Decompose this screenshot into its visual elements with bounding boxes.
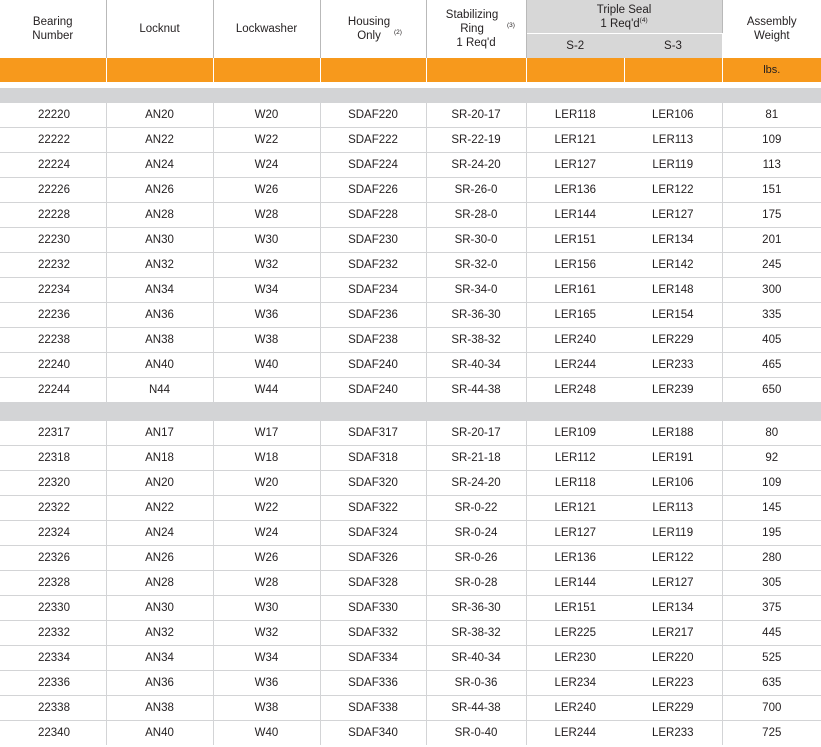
cell-seal-s3: LER188: [624, 421, 722, 446]
cell-stabilizing-ring: SR-24-20: [426, 153, 526, 178]
cell-bearing-number: 22228: [0, 203, 106, 228]
cell-stabilizing-ring: SR-44-38: [426, 696, 526, 721]
cell-housing: SDAF317: [320, 421, 426, 446]
group-222-rows: [0, 103, 821, 403]
header-locknut: Locknut: [106, 0, 213, 58]
cell-stabilizing-ring: SR-40-34: [426, 646, 526, 671]
cell-bearing-number: 22238: [0, 328, 106, 353]
cell-lockwasher: W20: [213, 471, 320, 496]
cell-housing: SDAF320: [320, 471, 426, 496]
cell-locknut: AN32: [106, 621, 213, 646]
cell-stabilizing-ring: SR-20-17: [426, 103, 526, 128]
cell-locknut: AN36: [106, 303, 213, 328]
cell-bearing-number: 22340: [0, 721, 106, 746]
cell-assembly-weight: 700: [722, 696, 821, 721]
cell-locknut: AN40: [106, 353, 213, 378]
cell-housing: SDAF236: [320, 303, 426, 328]
cell-housing: SDAF230: [320, 228, 426, 253]
cell-seal-s2: LER127: [526, 153, 624, 178]
cell-housing: SDAF328: [320, 571, 426, 596]
cell-housing: SDAF228: [320, 203, 426, 228]
cell-seal-s3: LER106: [624, 103, 722, 128]
cell-seal-s3: LER122: [624, 546, 722, 571]
table-row: [0, 228, 821, 253]
cell-assembly-weight: 635: [722, 671, 821, 696]
cell-bearing-number: 22232: [0, 253, 106, 278]
cell-seal-s3: LER113: [624, 496, 722, 521]
cell-lockwasher: W38: [213, 696, 320, 721]
cell-locknut: AN28: [106, 203, 213, 228]
table-row: [0, 646, 821, 671]
cell-locknut: AN24: [106, 521, 213, 546]
cell-stabilizing-ring: SR-38-32: [426, 621, 526, 646]
cell-stabilizing-ring: SR-34-0: [426, 278, 526, 303]
cell-assembly-weight: 109: [722, 471, 821, 496]
cell-seal-s2: LER118: [526, 103, 624, 128]
cell-seal-s3: LER119: [624, 153, 722, 178]
cell-seal-s2: LER156: [526, 253, 624, 278]
cell-assembly-weight: 151: [722, 178, 821, 203]
cell-stabilizing-ring: SR-0-36: [426, 671, 526, 696]
table-row: [0, 103, 821, 128]
table-row: [0, 721, 821, 746]
cell-seal-s3: LER229: [624, 328, 722, 353]
cell-bearing-number: 22332: [0, 621, 106, 646]
table-row: [0, 203, 821, 228]
cell-locknut: AN30: [106, 596, 213, 621]
cell-locknut: AN40: [106, 721, 213, 746]
table-row: [0, 128, 821, 153]
cell-stabilizing-ring: SR-44-38: [426, 378, 526, 403]
cell-bearing-number: 22320: [0, 471, 106, 496]
cell-stabilizing-ring: SR-0-40: [426, 721, 526, 746]
cell-lockwasher: W30: [213, 228, 320, 253]
cell-housing: SDAF334: [320, 646, 426, 671]
cell-lockwasher: W22: [213, 128, 320, 153]
cell-housing: SDAF322: [320, 496, 426, 521]
cell-lockwasher: W26: [213, 546, 320, 571]
group-divider-222: [0, 88, 821, 103]
cell-bearing-number: 22326: [0, 546, 106, 571]
cell-stabilizing-ring: SR-0-22: [426, 496, 526, 521]
cell-lockwasher: W20: [213, 103, 320, 128]
table-row: [0, 153, 821, 178]
table-row: [0, 303, 821, 328]
cell-stabilizing-ring: SR-28-0: [426, 203, 526, 228]
cell-assembly-weight: 145: [722, 496, 821, 521]
cell-seal-s2: LER109: [526, 421, 624, 446]
cell-seal-s3: LER122: [624, 178, 722, 203]
cell-locknut: AN36: [106, 671, 213, 696]
cell-stabilizing-ring: SR-36-30: [426, 596, 526, 621]
cell-housing: SDAF324: [320, 521, 426, 546]
table-row: [0, 521, 821, 546]
cell-lockwasher: W36: [213, 303, 320, 328]
table-row: [0, 596, 821, 621]
table-row: [0, 446, 821, 471]
cell-seal-s2: LER127: [526, 521, 624, 546]
cell-bearing-number: 22230: [0, 228, 106, 253]
cell-stabilizing-ring: SR-38-32: [426, 328, 526, 353]
cell-stabilizing-ring: SR-26-0: [426, 178, 526, 203]
cell-assembly-weight: 175: [722, 203, 821, 228]
table-row: [0, 278, 821, 303]
cell-housing: SDAF224: [320, 153, 426, 178]
cell-seal-s3: LER134: [624, 228, 722, 253]
cell-bearing-number: 22224: [0, 153, 106, 178]
cell-seal-s3: LER127: [624, 571, 722, 596]
cell-seal-s3: LER233: [624, 353, 722, 378]
cell-seal-s2: LER118: [526, 471, 624, 496]
cell-seal-s3: LER239: [624, 378, 722, 403]
table-row: [0, 421, 821, 446]
cell-housing: SDAF220: [320, 103, 426, 128]
group-223-rows: [0, 421, 821, 745]
cell-stabilizing-ring: SR-40-34: [426, 353, 526, 378]
table-row: [0, 178, 821, 203]
cell-housing: SDAF336: [320, 671, 426, 696]
header-s3: S-3: [624, 34, 722, 58]
cell-assembly-weight: 375: [722, 596, 821, 621]
cell-seal-s2: LER136: [526, 546, 624, 571]
cell-seal-s3: LER223: [624, 671, 722, 696]
cell-seal-s3: LER220: [624, 646, 722, 671]
cell-seal-s3: LER229: [624, 696, 722, 721]
cell-seal-s3: LER134: [624, 596, 722, 621]
cell-locknut: N44: [106, 378, 213, 403]
cell-locknut: AN28: [106, 571, 213, 596]
cell-locknut: AN24: [106, 153, 213, 178]
cell-assembly-weight: 245: [722, 253, 821, 278]
cell-locknut: AN26: [106, 178, 213, 203]
header-assembly-weight: Assembly Weight: [722, 0, 821, 58]
cell-locknut: AN38: [106, 696, 213, 721]
cell-housing: SDAF226: [320, 178, 426, 203]
table-row: [0, 253, 821, 278]
cell-lockwasher: W28: [213, 571, 320, 596]
cell-lockwasher: W22: [213, 496, 320, 521]
cell-housing: SDAF318: [320, 446, 426, 471]
cell-seal-s2: LER225: [526, 621, 624, 646]
cell-locknut: AN34: [106, 278, 213, 303]
table-header: [0, 0, 821, 58]
cell-lockwasher: W34: [213, 278, 320, 303]
cell-lockwasher: W30: [213, 596, 320, 621]
cell-bearing-number: 22240: [0, 353, 106, 378]
cell-stabilizing-ring: SR-21-18: [426, 446, 526, 471]
cell-seal-s2: LER240: [526, 696, 624, 721]
table-row: [0, 328, 821, 353]
cell-seal-s2: LER161: [526, 278, 624, 303]
cell-locknut: AN26: [106, 546, 213, 571]
cell-locknut: AN22: [106, 128, 213, 153]
cell-housing: SDAF326: [320, 546, 426, 571]
table-row: [0, 571, 821, 596]
table-row: [0, 546, 821, 571]
cell-bearing-number: 22322: [0, 496, 106, 521]
cell-housing: SDAF222: [320, 128, 426, 153]
cell-stabilizing-ring: SR-22-19: [426, 128, 526, 153]
cell-lockwasher: W38: [213, 328, 320, 353]
cell-bearing-number: 22236: [0, 303, 106, 328]
cell-seal-s3: LER154: [624, 303, 722, 328]
cell-bearing-number: 22334: [0, 646, 106, 671]
cell-seal-s2: LER144: [526, 203, 624, 228]
cell-housing: SDAF240: [320, 378, 426, 403]
cell-locknut: AN22: [106, 496, 213, 521]
cell-assembly-weight: 80: [722, 421, 821, 446]
cell-seal-s2: LER151: [526, 228, 624, 253]
cell-bearing-number: 22244: [0, 378, 106, 403]
header-triple-seal: Triple Seal 1 $Req'd^{(4)}$: [526, 0, 722, 34]
cell-seal-s2: LER248: [526, 378, 624, 403]
cell-stabilizing-ring: SR-30-0: [426, 228, 526, 253]
cell-assembly-weight: 650: [722, 378, 821, 403]
cell-locknut: AN38: [106, 328, 213, 353]
table-row: [0, 353, 821, 378]
cell-seal-s2: LER136: [526, 178, 624, 203]
header-s2: S-2: [526, 34, 624, 58]
cell-seal-s3: LER127: [624, 203, 722, 228]
cell-assembly-weight: 195: [722, 521, 821, 546]
cell-seal-s2: LER151: [526, 596, 624, 621]
cell-seal-s2: LER240: [526, 328, 624, 353]
cell-housing: SDAF340: [320, 721, 426, 746]
cell-housing: SDAF330: [320, 596, 426, 621]
cell-seal-s2: LER230: [526, 646, 624, 671]
cell-lockwasher: W36: [213, 671, 320, 696]
cell-stabilizing-ring: SR-32-0: [426, 253, 526, 278]
cell-assembly-weight: 113: [722, 153, 821, 178]
cell-lockwasher: W40: [213, 353, 320, 378]
cell-locknut: AN17: [106, 421, 213, 446]
cell-assembly-weight: 525: [722, 646, 821, 671]
table-row: [0, 471, 821, 496]
cell-seal-s3: LER148: [624, 278, 722, 303]
cell-seal-s2: LER244: [526, 353, 624, 378]
cell-bearing-number: 22234: [0, 278, 106, 303]
cell-assembly-weight: 109: [722, 128, 821, 153]
weight-unit: lbs.: [722, 58, 821, 82]
cell-lockwasher: W32: [213, 621, 320, 646]
cell-assembly-weight: 405: [722, 328, 821, 353]
cell-bearing-number: 22222: [0, 128, 106, 153]
cell-assembly-weight: 305: [722, 571, 821, 596]
cell-bearing-number: 22338: [0, 696, 106, 721]
cell-assembly-weight: 280: [722, 546, 821, 571]
cell-stabilizing-ring: SR-24-20: [426, 471, 526, 496]
cell-bearing-number: 22318: [0, 446, 106, 471]
cell-assembly-weight: 300: [722, 278, 821, 303]
cell-lockwasher: W32: [213, 253, 320, 278]
cell-assembly-weight: 335: [722, 303, 821, 328]
group-divider-223: [0, 403, 821, 422]
table-row: [0, 671, 821, 696]
table-row: [0, 621, 821, 646]
cell-bearing-number: 22324: [0, 521, 106, 546]
header-bearing-number: Bearing Number: [0, 0, 106, 58]
cell-locknut: AN18: [106, 446, 213, 471]
cell-stabilizing-ring: SR-0-26: [426, 546, 526, 571]
cell-lockwasher: W28: [213, 203, 320, 228]
cell-bearing-number: 22220: [0, 103, 106, 128]
cell-stabilizing-ring: SR-36-30: [426, 303, 526, 328]
cell-housing: SDAF234: [320, 278, 426, 303]
cell-stabilizing-ring: SR-0-28: [426, 571, 526, 596]
cell-bearing-number: 22336: [0, 671, 106, 696]
cell-seal-s3: LER113: [624, 128, 722, 153]
cell-seal-s2: LER165: [526, 303, 624, 328]
cell-stabilizing-ring: SR-20-17: [426, 421, 526, 446]
cell-seal-s3: LER191: [624, 446, 722, 471]
cell-lockwasher: W44: [213, 378, 320, 403]
cell-housing: SDAF232: [320, 253, 426, 278]
header-housing-only: Housing Only $^{(2)}$: [320, 0, 426, 58]
cell-lockwasher: W34: [213, 646, 320, 671]
cell-seal-s2: LER121: [526, 128, 624, 153]
header-lockwasher: Lockwasher: [213, 0, 320, 58]
table-row: [0, 696, 821, 721]
cell-lockwasher: W18: [213, 446, 320, 471]
cell-housing: SDAF240: [320, 353, 426, 378]
cell-assembly-weight: 81: [722, 103, 821, 128]
cell-locknut: AN20: [106, 471, 213, 496]
cell-assembly-weight: 201: [722, 228, 821, 253]
cell-locknut: AN30: [106, 228, 213, 253]
cell-housing: SDAF338: [320, 696, 426, 721]
cell-stabilizing-ring: SR-0-24: [426, 521, 526, 546]
cell-housing: SDAF238: [320, 328, 426, 353]
cell-seal-s3: LER119: [624, 521, 722, 546]
cell-lockwasher: W26: [213, 178, 320, 203]
cell-locknut: AN32: [106, 253, 213, 278]
cell-seal-s3: LER106: [624, 471, 722, 496]
cell-lockwasher: W17: [213, 421, 320, 446]
cell-assembly-weight: 465: [722, 353, 821, 378]
units-band: [0, 58, 821, 82]
cell-seal-s2: LER144: [526, 571, 624, 596]
cell-bearing-number: 22226: [0, 178, 106, 203]
cell-locknut: AN20: [106, 103, 213, 128]
header-stabilizing-ring: Stabilizing Ring $^{(3)}$ 1 Req'd: [426, 0, 526, 58]
cell-lockwasher: W24: [213, 521, 320, 546]
cell-seal-s3: LER233: [624, 721, 722, 746]
cell-seal-s3: LER142: [624, 253, 722, 278]
cell-assembly-weight: 445: [722, 621, 821, 646]
table-row: [0, 496, 821, 521]
cell-locknut: AN34: [106, 646, 213, 671]
cell-lockwasher: W24: [213, 153, 320, 178]
cell-seal-s2: LER244: [554, 727, 597, 739]
cell-assembly-weight: 725: [762, 727, 782, 739]
cell-bearing-number: 22317: [0, 421, 106, 446]
cell-lockwasher: W40: [213, 721, 320, 746]
cell-assembly-weight: 92: [722, 446, 821, 471]
cell-seal-s2: LER121: [526, 496, 624, 521]
cell-bearing-number: 22328: [0, 571, 106, 596]
cell-seal-s2: LER112: [526, 446, 624, 471]
cell-housing: SDAF332: [320, 621, 426, 646]
cell-bearing-number: 22330: [0, 596, 106, 621]
table-row: [0, 378, 821, 403]
cell-seal-s3: LER217: [624, 621, 722, 646]
cell-seal-s2: LER234: [526, 671, 624, 696]
